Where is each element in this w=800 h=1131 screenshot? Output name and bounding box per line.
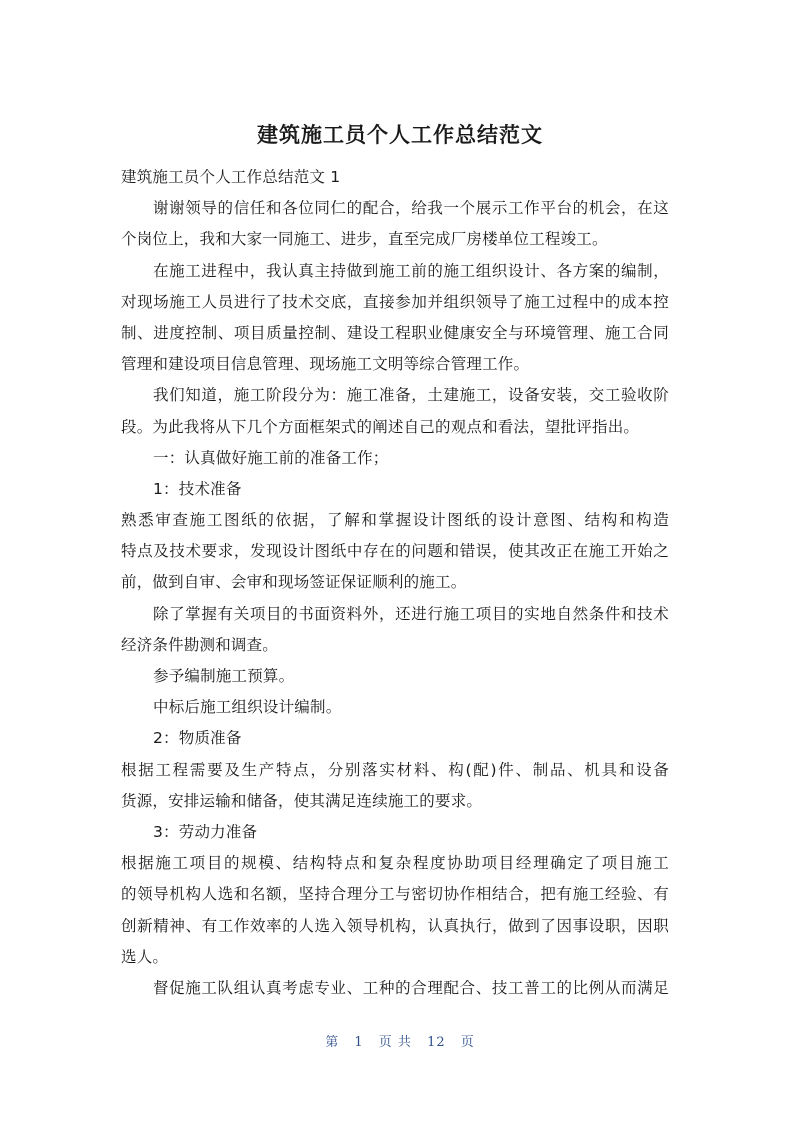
page-footer — [0, 1031, 800, 1050]
paragraph-line: 创新精神、有工作效率的人选入领导机构，认真执行，做到了因事设职，因职 — [121, 916, 669, 935]
paragraph-line: 段。为此我将从下几个方面框架式的阐述自己的观点和看法，望批评指出。 — [121, 417, 640, 436]
total-pages-number: 12 — [427, 1035, 446, 1050]
current-page-number: 1 — [354, 1035, 364, 1050]
paragraph-line: 经济条件勘测和调查。 — [121, 635, 279, 654]
paragraph-line: 我们知道，施工阶段分为：施工准备，土建施工，设备安装，交工验收阶 — [153, 386, 669, 405]
paragraph-line: 特点及技术要求，发现设计图纸中存在的问题和错误，使其改正在施工开始之 — [121, 542, 669, 561]
subsection-heading: 3：劳动力准备 — [153, 822, 258, 841]
paragraph-line: 根据工程需要及生产特点，分别落实材料、构(配)件、制品、机具和设备 — [121, 760, 669, 779]
paragraph-line: 督促施工队组认真考虑专业、工种的合理配合、技工普工的比例从而满足 — [153, 978, 669, 997]
paragraph-line: 前，做到自审、会审和现场签证保证顺利的施工。 — [121, 573, 467, 592]
subsection-heading: 2：物质准备 — [153, 729, 242, 748]
paragraph-line: 制、进度控制、项目质量控制、建设工程职业健康安全与环境管理、施工合同 — [121, 323, 669, 342]
paragraph-line: 管理和建设项目信息管理、现场施工文明等综合管理工作。 — [121, 355, 530, 374]
footer-suffix: 页 — [460, 1035, 475, 1050]
paragraph-line: 在施工进程中，我认真主持做到施工前的施工组织设计、各方案的编制， — [153, 261, 669, 280]
paragraph-line: 熟悉审查施工图纸的依据，了解和掌握设计图纸的设计意图、结构和构造 — [121, 511, 669, 530]
document-title: 建筑施工员个人工作总结范文 — [257, 123, 543, 147]
section-heading: 一：认真做好施工前的准备工作； — [153, 448, 389, 467]
paragraph-line: 的领导机构人选和名额，坚持合理分工与密切协作相结合，把有施工经验、有 — [121, 885, 669, 904]
footer-prefix: 第 — [325, 1035, 340, 1050]
document-body — [121, 162, 669, 1004]
paragraph-line: 对现场施工人员进行了技术交底，直接参加并组织领导了施工过程中的成本控 — [121, 292, 669, 311]
section-heading: 建筑施工员个人工作总结范文 1 — [121, 168, 341, 186]
paragraph-line: 根据施工项目的规模、结构特点和复杂程度协助项目经理确定了项目施工 — [121, 854, 669, 873]
paragraph-line: 个岗位上，我和大家一同施工、进步，直至完成厂房楼单位工程竣工。 — [121, 230, 608, 249]
paragraph-line: 除了掌握有关项目的书面资料外，还进行施工项目的实地自然条件和技术 — [153, 604, 669, 623]
subsection-heading: 1：技术准备 — [153, 479, 242, 498]
paragraph-line: 选人。 — [121, 947, 169, 966]
paragraph-line: 谢谢领导的信任和各位同仁的配合，给我一个展示工作平台的机会，在这 — [153, 199, 669, 218]
paragraph-line: 参予编制施工预算。 — [153, 667, 295, 685]
paragraph-line: 中标后施工组织设计编制。 — [153, 698, 342, 717]
paragraph-line: 货源，安排运输和储备，使其满足连续施工的要求。 — [121, 791, 483, 810]
footer-middle: 页 共 — [378, 1035, 412, 1050]
